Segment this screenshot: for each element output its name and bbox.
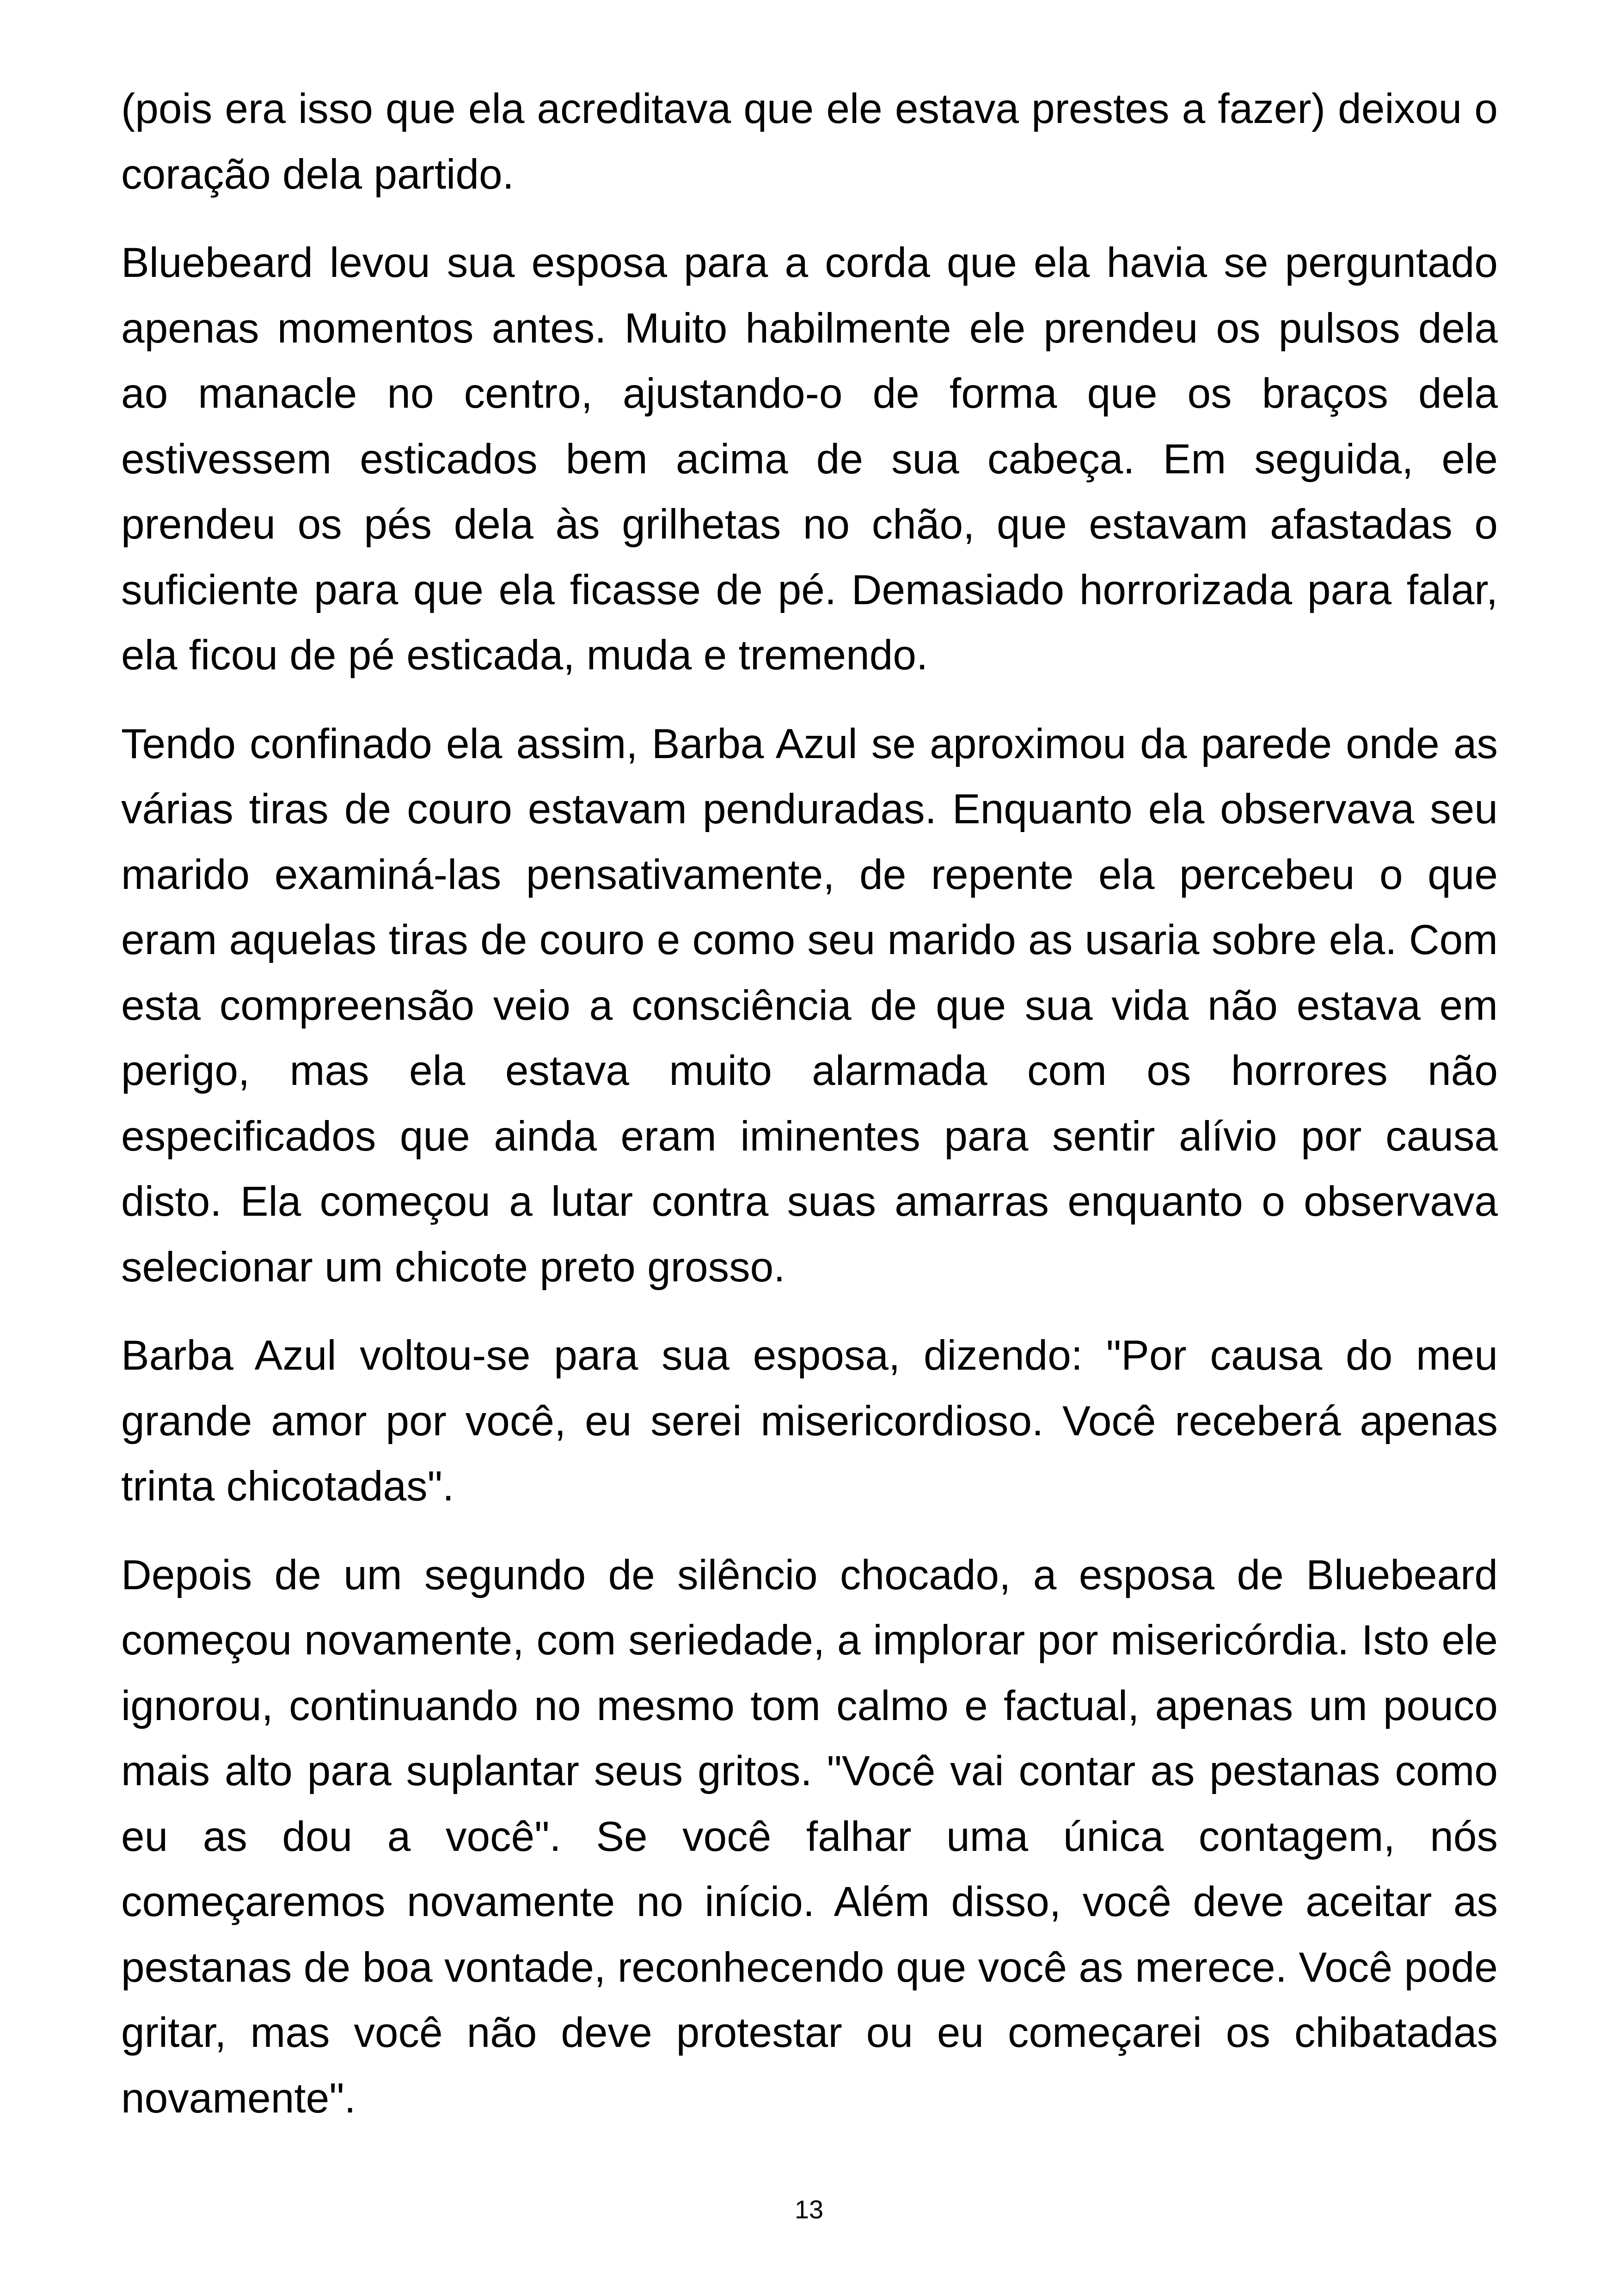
page-number: 13 (794, 2195, 824, 2224)
paragraph-1: (pois era isso que ela acreditava que ele estava prestes a fazer) deixou o coração dela partido. (121, 86, 1498, 198)
paragraph-5: Depois de um segundo de silêncio chocado, a esposa de Bluebeard começou novamente, com seriedade, a implorar por misericórdia. Isto ele ignorou, continuando no mesmo tom calmo e factual, apenas um pouco mais alto para suplantar seus gritos. "Você vai contar as pestanas como eu as dou a você". Se você falhar uma única contagem, nós começaremos novamente no início. Além disso, você deve aceitar as pestanas de boa vontade, reconhecendo que você as merece. Você pode gritar, mas você não deve protestar ou eu começarei os chibatadas novamente". (121, 1551, 1498, 2122)
paragraph-3: Tendo confinado ela assim, Barba Azul se aproximou da parede onde as várias tiras de couro estavam penduradas. Enquanto ela observava seu marido examiná-las pensativamente, de repente ela percebeu o que eram aquelas tiras de couro e como seu marido as usaria sobre ela. Com esta compreensão veio a consciência de que sua vida não estava em perigo, mas ela estava muito alarmada com os horrores não especificados que ainda eram iminentes para sentir alívio por causa disto. Ela começou a lutar contra suas amarras enquanto o observava selecionar um chicote preto grosso. (121, 720, 1498, 1291)
paragraph-4: Barba Azul voltou-se para sua esposa, dizendo: "Por causa do meu grande amor por você, eu serei misericordioso. Você receberá apenas trinta chicotadas". (121, 1332, 1498, 1510)
paragraph-2: Bluebeard levou sua esposa para a corda que ela havia se perguntado apenas momentos antes. Muito habilmente ele prendeu os pulsos dela ao manacle no centro, ajustando-o de forma que os braços dela estivessem esticados bem acima de sua cabeça. Em seguida, ele prendeu os pés dela às grilhetas no chão, que estavam afastadas o suficiente para que ela ficasse de pé. Demasiado horrorizada para falar, ela ficou de pé esticada, muda e tremendo. (121, 239, 1498, 679)
body-text (121, 76, 1498, 2154)
